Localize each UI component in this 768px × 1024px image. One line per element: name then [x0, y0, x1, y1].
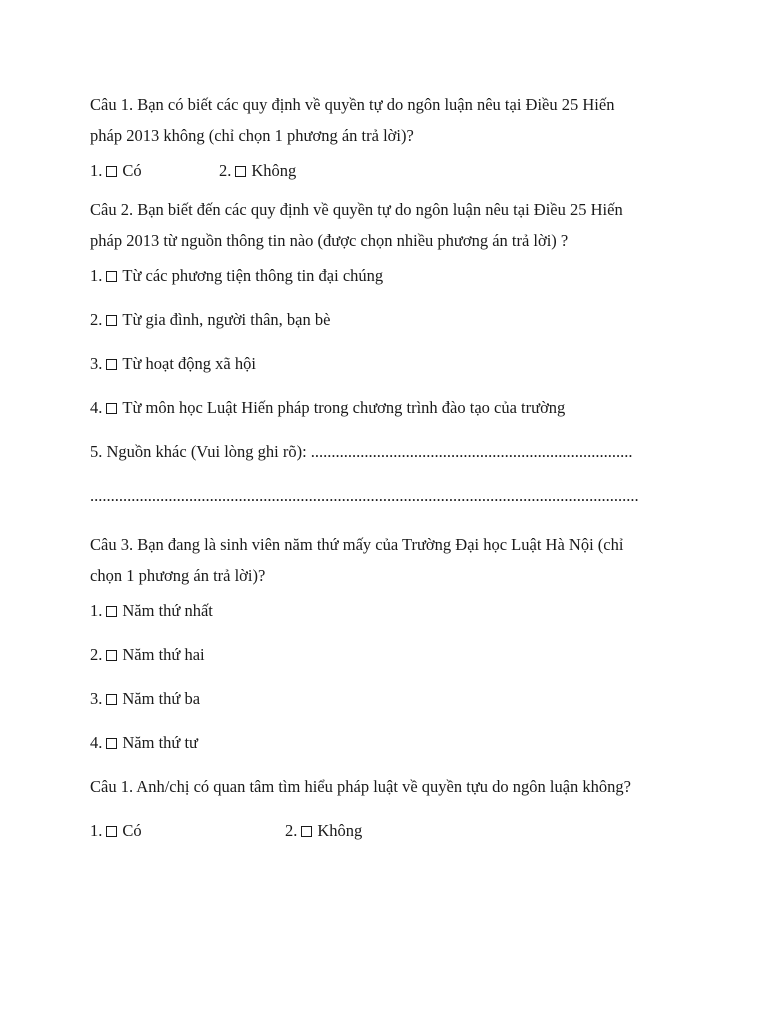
checkbox-icon[interactable] — [106, 271, 117, 282]
option-number: 1. — [90, 601, 103, 620]
question-2-line-2: pháp 2013 từ nguồn thông tin nào (được chọn nhiều phương án trả lời) ? — [90, 231, 569, 250]
question-1-line-1: Câu 1. Bạn có biết các quy định về quyền tự do ngôn luận nêu tại Điều 25 Hiến — [90, 95, 615, 114]
option-1-number: 1. — [90, 161, 103, 180]
question-1-line-2: pháp 2013 không (chỉ chọn 1 phương án trả lời)? — [90, 126, 414, 145]
option-label: Từ môn học Luật Hiến pháp trong chương trình đào tạo của trường — [122, 398, 566, 417]
option-2-label: Không — [317, 821, 363, 840]
option-1-label: Có — [122, 821, 142, 840]
option-number: 4. — [90, 398, 103, 417]
survey-page — [90, 89, 680, 864]
checkbox-icon[interactable] — [301, 826, 312, 837]
checkbox-icon[interactable] — [106, 403, 117, 414]
question-3-line-1: Câu 3. Bạn đang là sinh viên năm thứ mấy của Trường Đại học Luật Hà Nội (chỉ — [90, 535, 624, 554]
option-number: 2. — [90, 645, 103, 664]
option-label: Từ hoạt động xã hội — [122, 354, 256, 373]
option-label: Từ gia đình, người thân, bạn bè — [122, 310, 331, 329]
checkbox-icon[interactable] — [106, 694, 117, 705]
option-number: 4. — [90, 733, 103, 752]
question-3-option-3 — [90, 688, 680, 710]
question-3-text — [90, 529, 680, 591]
question-3-line-2: chọn 1 phương án trả lời)? — [90, 566, 266, 585]
option-label: Từ các phương tiện thông tin đại chúng — [122, 266, 384, 285]
checkbox-icon[interactable] — [106, 315, 117, 326]
question-3-option-1 — [90, 600, 680, 622]
option-label: Năm thứ ba — [122, 689, 201, 708]
question-4-options — [90, 820, 680, 842]
question-2-text — [90, 194, 680, 256]
option-1-label: Có — [122, 161, 142, 180]
checkbox-icon[interactable] — [106, 606, 117, 617]
checkbox-icon[interactable] — [106, 738, 117, 749]
question-1-option-2 — [219, 160, 296, 182]
question-2-other-source[interactable]: 5. Nguồn khác (Vui lòng ghi rõ): .............................................................................. — [90, 442, 633, 461]
checkbox-icon[interactable] — [106, 166, 117, 177]
question-4-option-2 — [285, 820, 362, 842]
question-1-text — [90, 89, 680, 151]
question-4-text: Câu 1. Anh/chị có quan tâm tìm hiểu pháp luật về quyền tựu do ngôn luận không? — [90, 777, 631, 796]
option-2-number: 2. — [219, 161, 232, 180]
question-2-option-1 — [90, 265, 680, 287]
option-label: Năm thứ nhất — [122, 601, 213, 620]
question-2-line-1: Câu 2. Bạn biết đến các quy định về quyền tự do ngôn luận nêu tại Điều 25 Hiến — [90, 200, 623, 219]
checkbox-icon[interactable] — [235, 166, 246, 177]
option-number: 3. — [90, 354, 103, 373]
option-label: Năm thứ hai — [122, 645, 205, 664]
option-number: 2. — [90, 310, 103, 329]
checkbox-icon[interactable] — [106, 826, 117, 837]
option-label: Năm thứ tư — [122, 733, 199, 752]
option-number: 3. — [90, 689, 103, 708]
option-number: 1. — [90, 266, 103, 285]
question-3-option-2 — [90, 644, 680, 666]
question-1-options — [90, 160, 680, 182]
question-2-other-line[interactable]: ..................................................................................................................................... — [90, 486, 639, 505]
question-3-option-4 — [90, 732, 680, 754]
question-2-option-4 — [90, 397, 680, 419]
question-2-option-3 — [90, 353, 680, 375]
question-2-option-2 — [90, 309, 680, 331]
option-1-number: 1. — [90, 821, 103, 840]
checkbox-icon[interactable] — [106, 359, 117, 370]
option-2-label: Không — [251, 161, 297, 180]
checkbox-icon[interactable] — [106, 650, 117, 661]
option-2-number: 2. — [285, 821, 298, 840]
